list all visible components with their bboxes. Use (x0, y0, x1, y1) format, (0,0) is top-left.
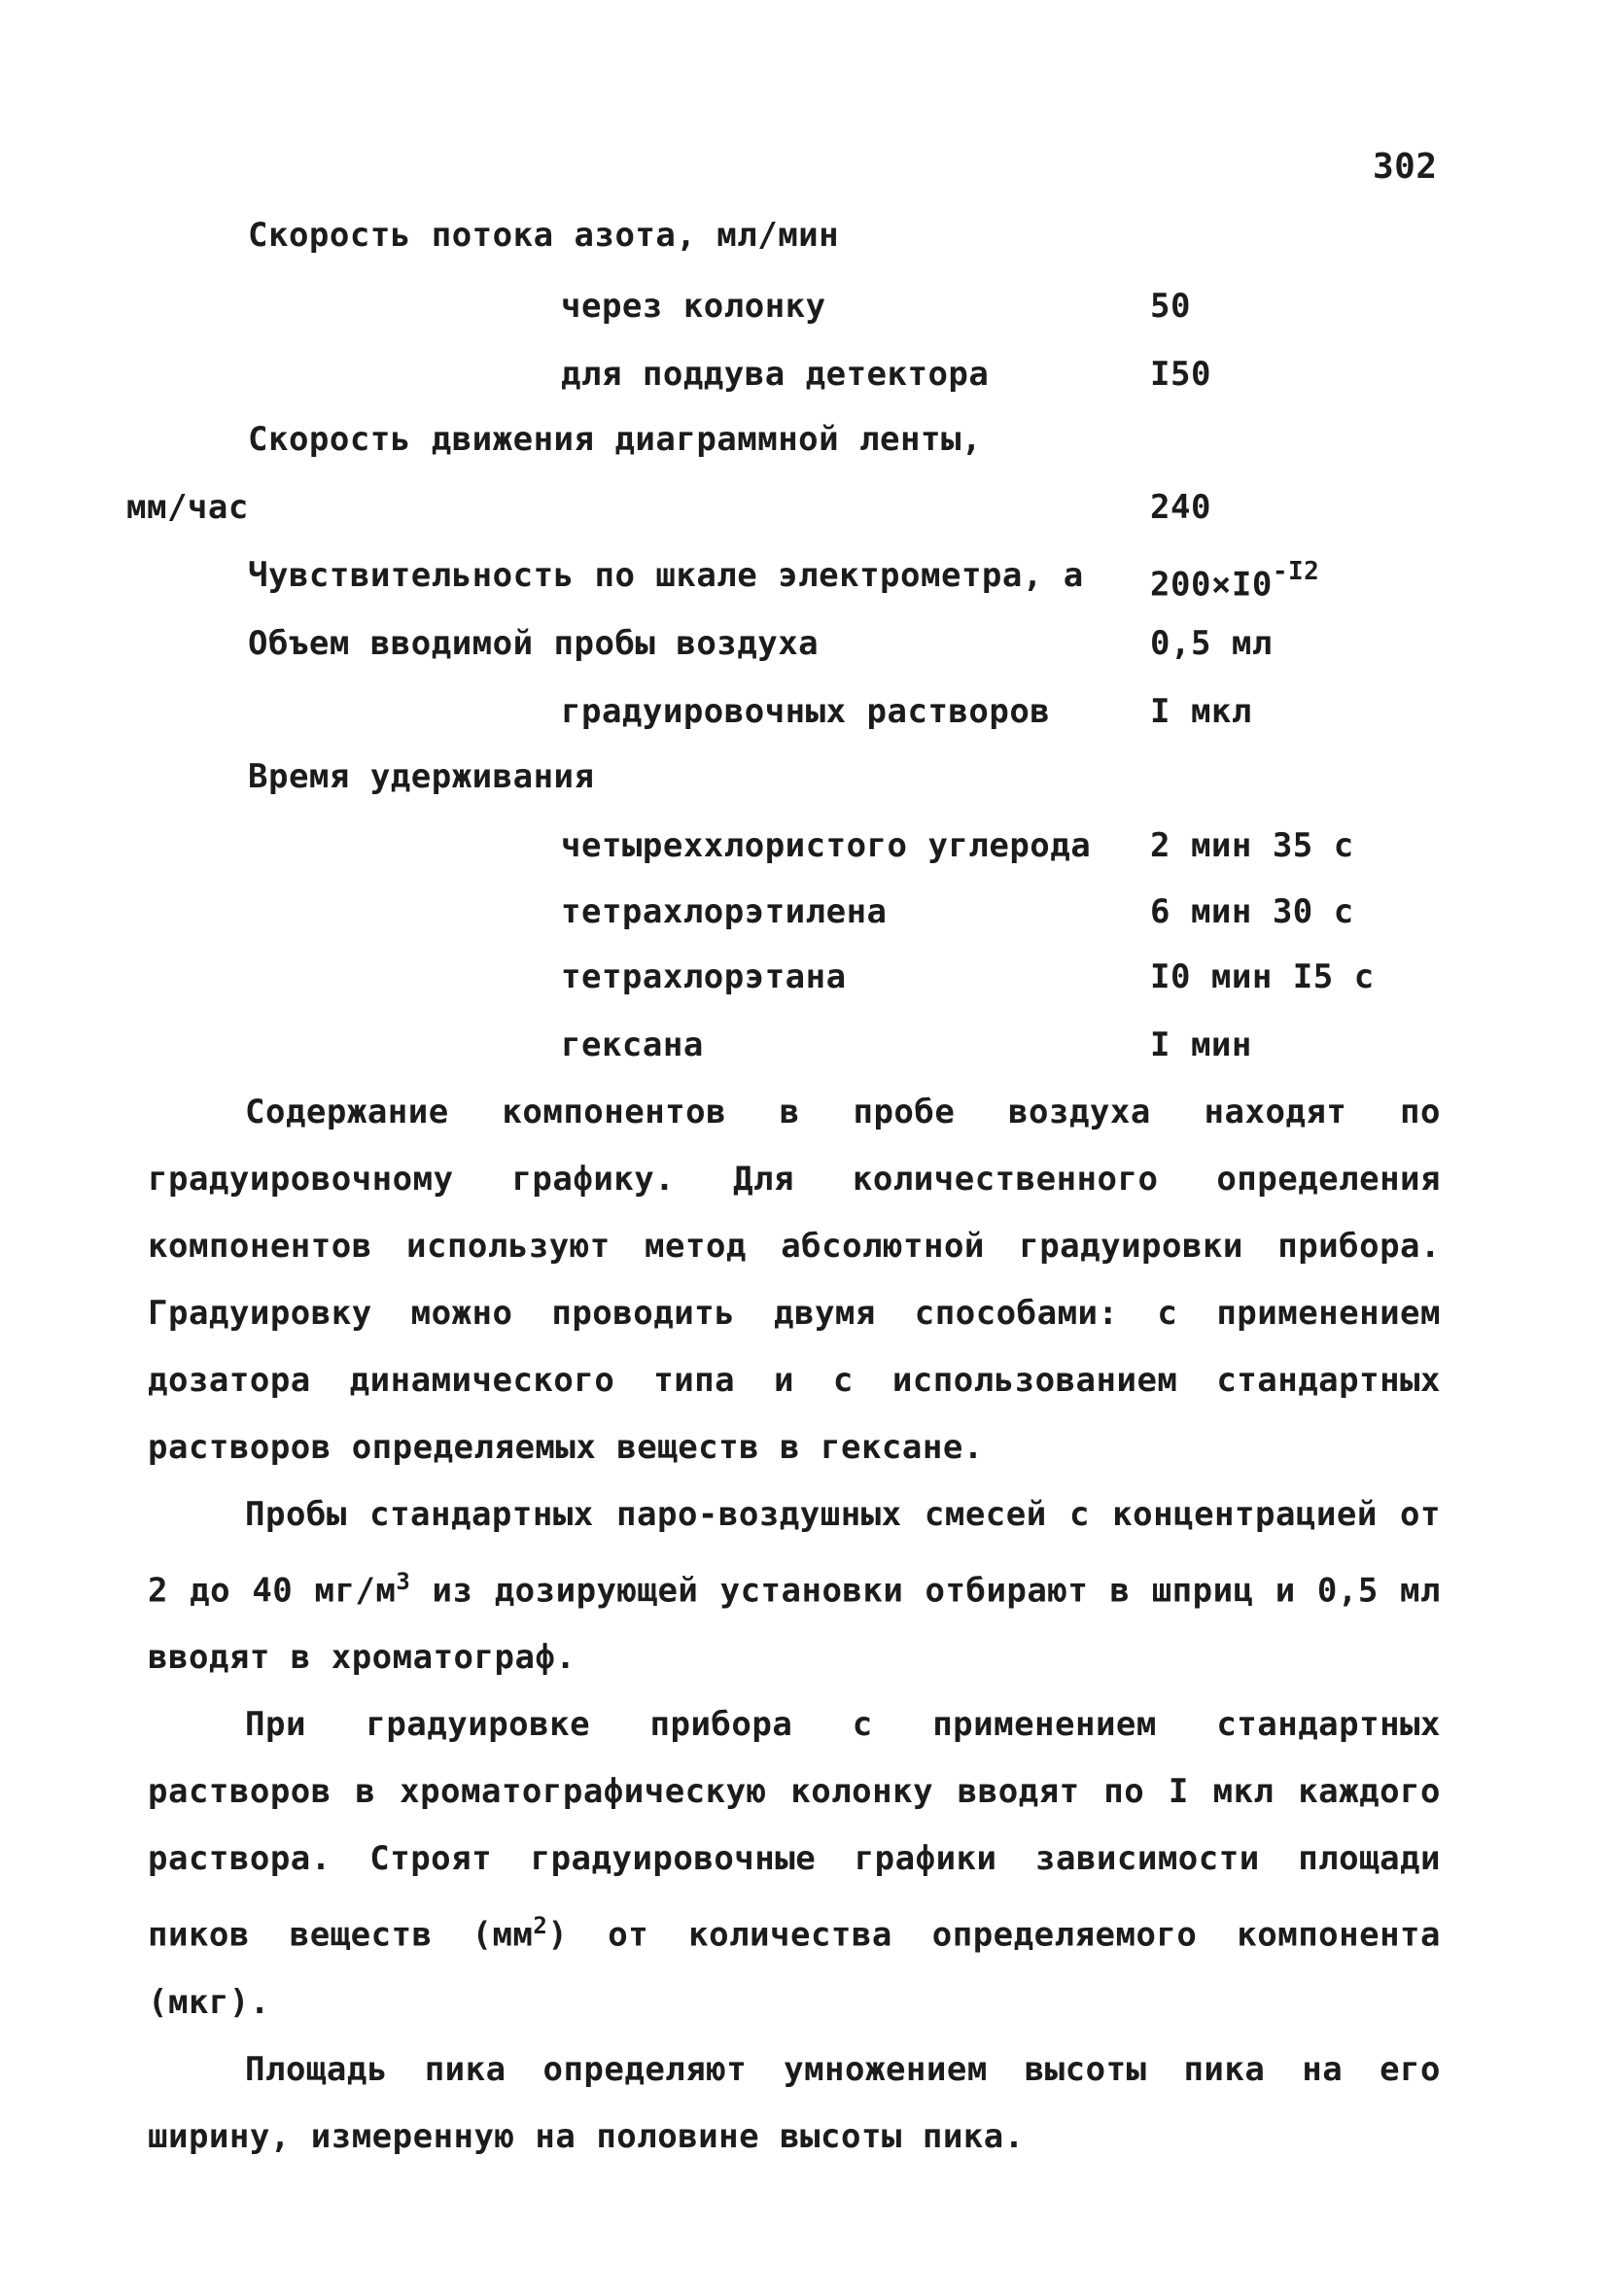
retention-label-tetrachloroethane: тетрахлорэтана (561, 957, 847, 996)
flow-detector-value: I50 (1150, 355, 1211, 394)
p2-text-b: из дозирующей установки отбирают в шприц и 0,5 мл вводят в хроматограф. (148, 1571, 1441, 1678)
page-number: 302 (1373, 147, 1438, 187)
flow-heading: Скорость потока азота, мл/мин (248, 216, 840, 255)
retention-value-hexane: I мин (1150, 1026, 1252, 1064)
tape-value: 240 (1150, 488, 1211, 527)
p2-superscript: 3 (396, 1568, 411, 1595)
retention-value-tetrachloroethane: I0 мин I5 с (1150, 957, 1375, 996)
retention-label-hexane: гексана (561, 1026, 704, 1064)
retention-value-tetrachloroethylene: 6 мин 30 с (1150, 892, 1354, 931)
sensitivity-value (1150, 556, 1319, 604)
paragraph-peak-area: Площадь пика определяют умножением высоты пика на его ширину, измеренную на половине высоты пика. (148, 2049, 1441, 2156)
p3-text-b: ) от количества определяемого компонента (мкг). (148, 1915, 1441, 2022)
retention-heading: Время удерживания (248, 757, 595, 796)
flow-column-value: 50 (1150, 287, 1191, 326)
retention-value-ccl4: 2 мин 35 с (1150, 826, 1354, 865)
p2-text-a: Пробы стандартных паро-воздушных смесей с концентрацией от 2 до 40 мг/м (148, 1495, 1441, 1611)
flow-column-label: через колонку (561, 287, 826, 326)
volume-air-value: 0,5 мл (1150, 624, 1273, 663)
tape-unit: мм/час (126, 488, 249, 527)
volume-grad-label: градуировочных растворов (561, 692, 1051, 731)
paragraph-standard-mixtures (148, 1481, 1441, 1691)
volume-grad-value: I мкл (1150, 692, 1252, 731)
paragraph-standard-solutions (148, 1691, 1441, 2035)
p3-superscript: 2 (533, 1912, 548, 1940)
flow-detector-label: для поддува детектора (561, 355, 990, 394)
volume-label: Объем вводимой пробы воздуха (248, 624, 820, 663)
retention-label-tetrachloroethylene: тетрахлорэтилена (561, 892, 888, 931)
body-text (148, 1079, 1441, 2171)
sensitivity-mantissa: 200×I0 (1150, 565, 1273, 605)
tape-heading: Скорость движения диаграммной ленты, (248, 420, 982, 459)
retention-label-ccl4: четыреххлористого углерода (561, 826, 1092, 865)
sensitivity-label: Чувствительность по шкале электрометра, а (248, 556, 1084, 595)
p3-text-a: При градуировке прибора с применением стандартных растворов в хроматографическую колонку вводят по I мкл каждого раствора. Строят градуировочные графики зависимости площади пиков веществ (мм (148, 1705, 1441, 1955)
sensitivity-exponent: -I2 (1272, 557, 1320, 586)
paragraph-grad-methods: Содержание компонентов в пробе воздуха находят по градуировочному графику. Для количественного определения компонентов используют метод абсолютной градуировки прибора. Градуировку можно проводить двумя способами: с применением дозатора динамического типа и с использованием стандартных растворов определяемых веществ в гексане. (148, 1093, 1441, 1467)
